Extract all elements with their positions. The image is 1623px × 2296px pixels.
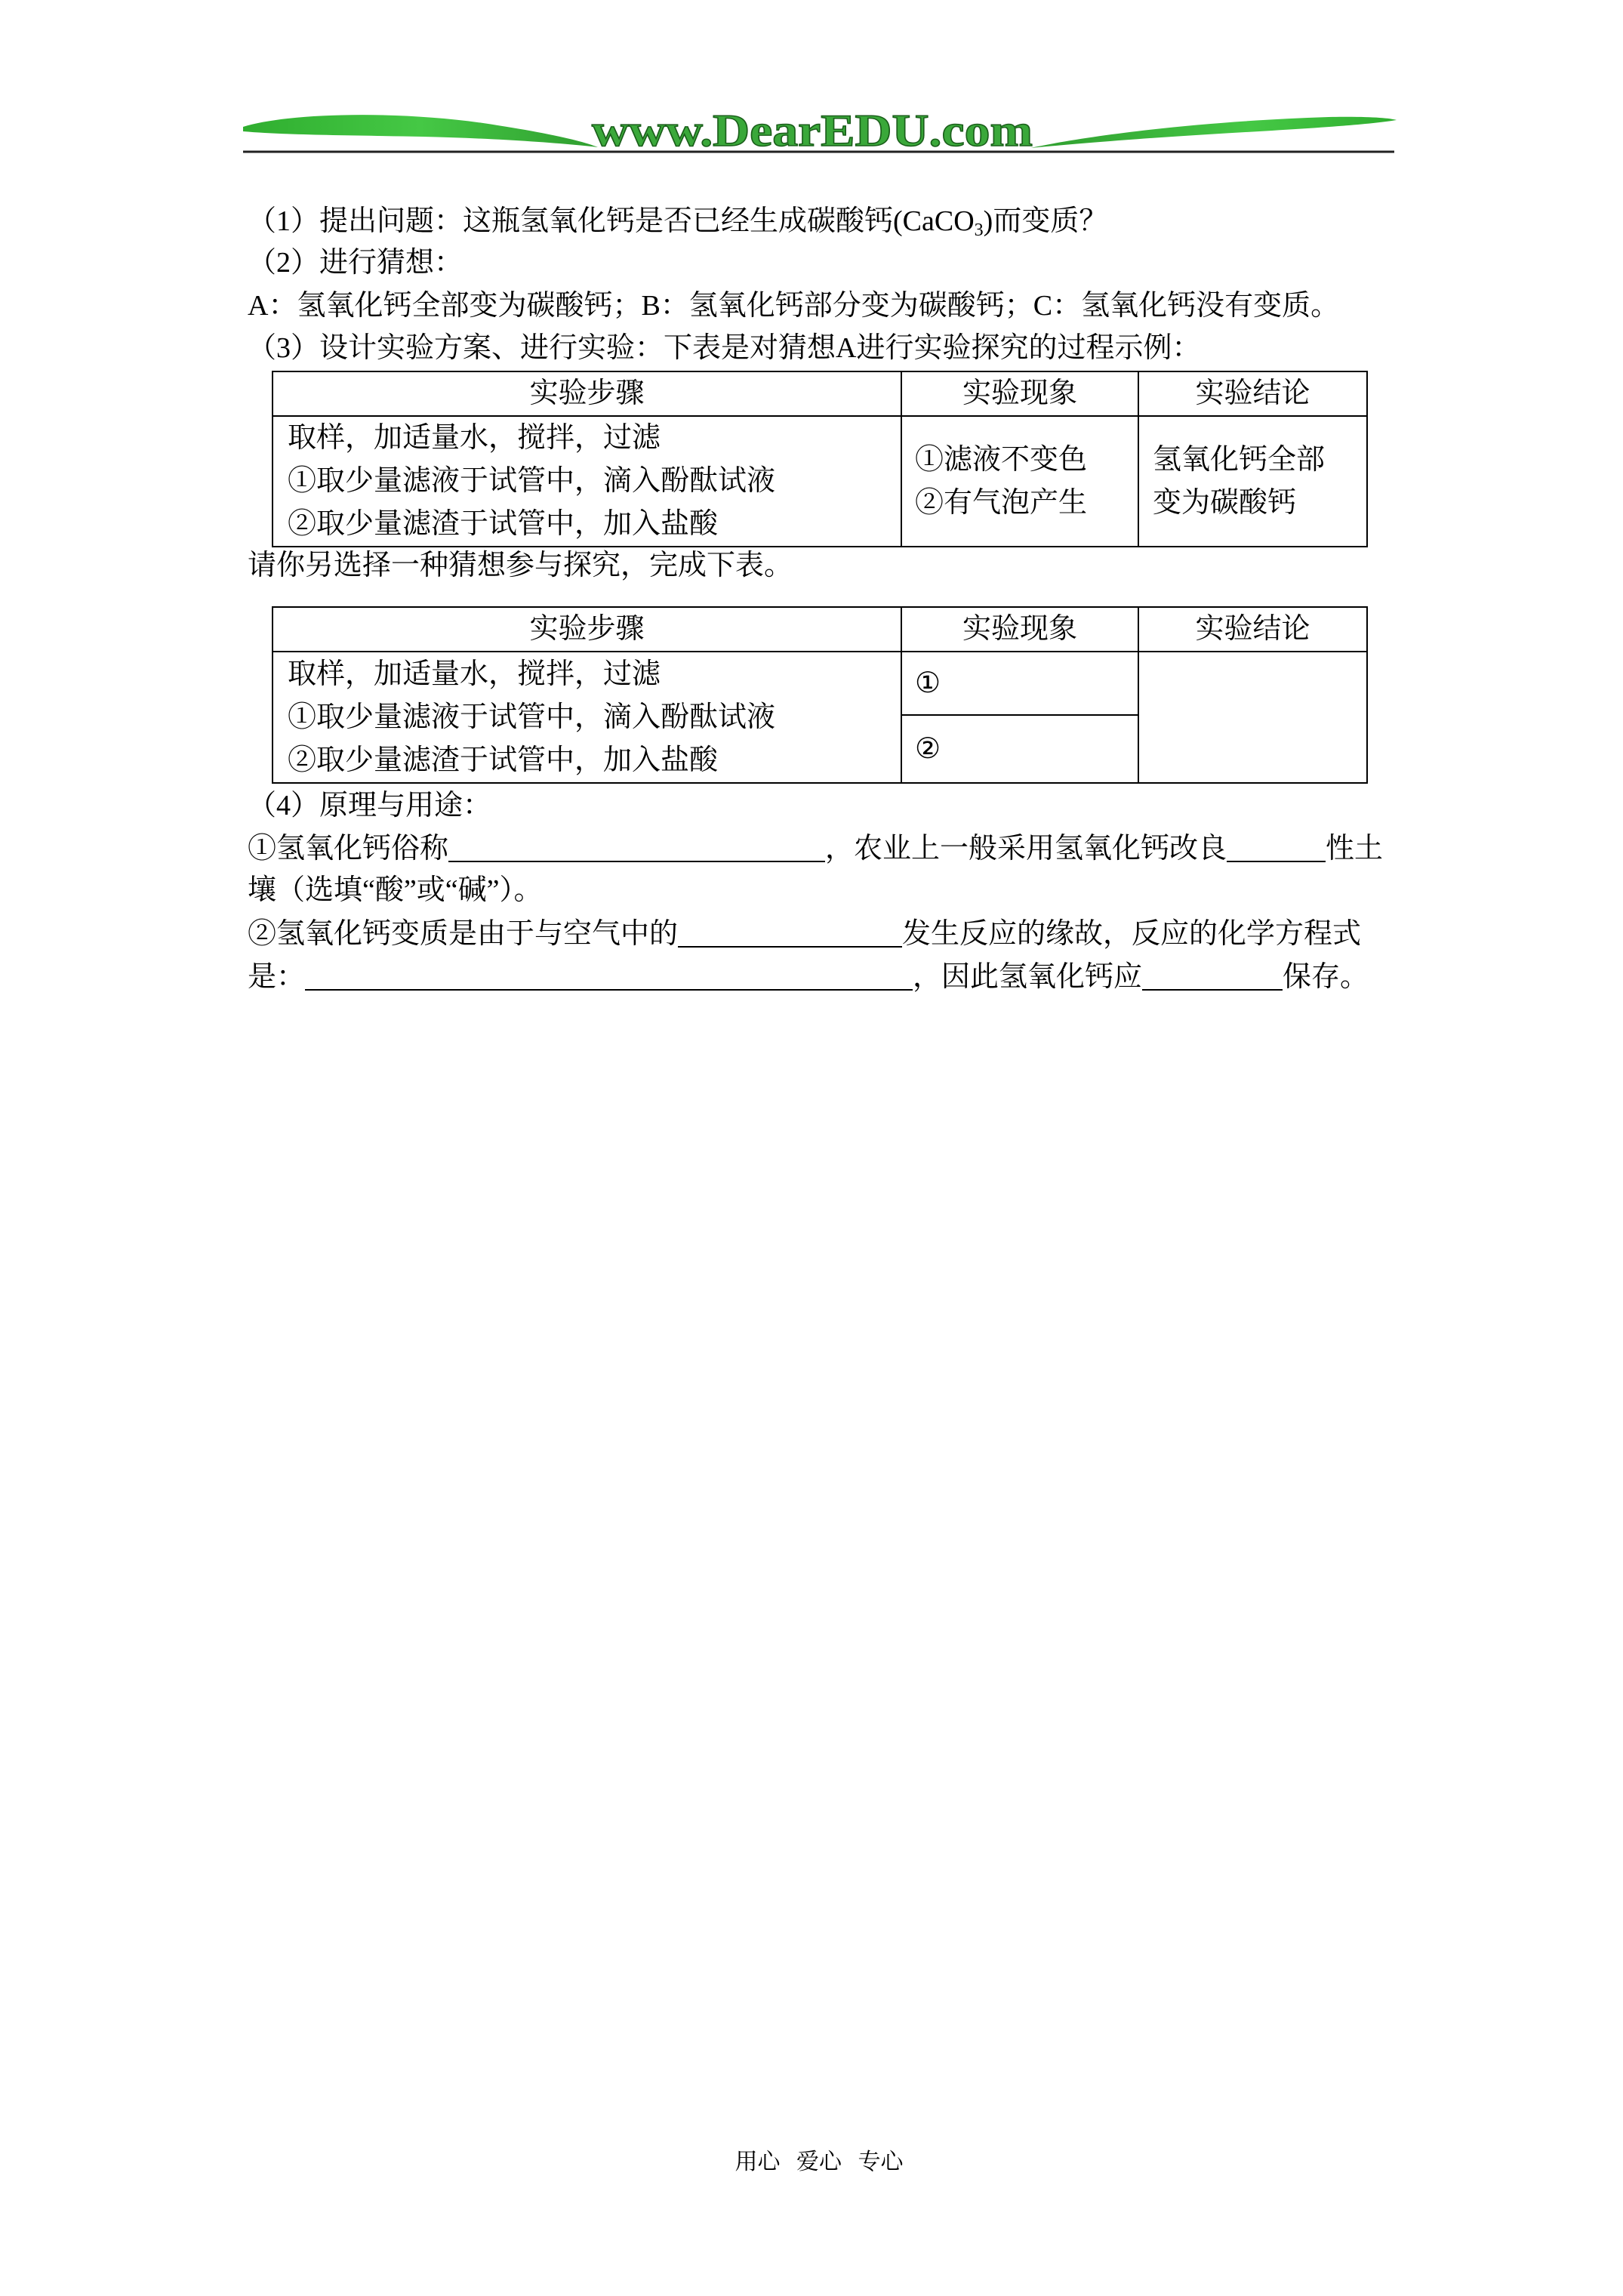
step-line: ②取少量滤渣于试管中，加入盐酸	[288, 744, 719, 776]
conclusion-line: 氢氧化钙全部	[1153, 443, 1326, 476]
line-text: ①氢氧化钙俗称	[248, 833, 449, 864]
question-4-line-1	[248, 827, 1383, 871]
answer-table	[272, 606, 1368, 784]
steps-cell	[273, 416, 901, 547]
step-line: 取样，加适量水，搅拌，过滤	[288, 658, 661, 690]
question-3: （3）设计实验方案、进行实验：下表是对猜想A进行实验探究的过程示例：	[248, 332, 1201, 364]
header-steps: 实验步骤	[273, 371, 901, 416]
table-row	[273, 652, 1367, 715]
question-1-tail: )而变质？	[983, 205, 1108, 237]
step-line: ①取少量滤液于试管中，滴入酚酞试液	[288, 701, 776, 733]
header-phenomena: 实验现象	[901, 371, 1138, 416]
conclusion-cell-empty	[1138, 652, 1367, 783]
instruction-text: 请你另选择一种猜想参与探究，完成下表。	[248, 550, 793, 581]
question-4-line-2: 壤（选填“酸”或“碱”）。	[248, 874, 543, 906]
question-2: （2）进行猜想：	[248, 247, 463, 279]
site-logo-text: www.DearEDU.com	[592, 106, 1033, 156]
header-conclusion: 实验结论	[1138, 607, 1367, 652]
table-header-row	[273, 607, 1367, 652]
answer-blank	[305, 960, 913, 991]
header-phenomena: 实验现象	[901, 607, 1138, 652]
phenomenon-cell-2: ②	[901, 715, 1138, 783]
steps-cell	[273, 652, 901, 783]
line-text: 性土	[1326, 833, 1384, 864]
answer-blank	[1227, 832, 1326, 862]
question-1-text: （1）提出问题：这瓶氢氧化钙是否已经生成碳酸钙(CaCO	[248, 205, 975, 237]
step-line: 取样，加适量水，搅拌，过滤	[288, 422, 661, 454]
question-4-line-3	[248, 913, 1361, 956]
phenomena-cell	[901, 416, 1138, 547]
answer-blank	[678, 917, 902, 948]
line-text: 是：	[248, 961, 306, 993]
line-text: ，农业上一般采用氢氧化钙改良	[825, 833, 1227, 864]
line-text: 发生反应的缘故，反应的化学方程式	[902, 918, 1362, 950]
page-footer: 用心 爱心 专心	[735, 2150, 904, 2174]
step-line: ①取少量滤液于试管中，滴入酚酞试液	[288, 465, 776, 497]
site-logo-banner	[0, 0, 1623, 166]
header-steps: 实验步骤	[273, 607, 901, 652]
table-row	[273, 416, 1367, 547]
phenomenon-line: ②有气泡产生	[915, 486, 1088, 519]
header-conclusion: 实验结论	[1138, 371, 1367, 416]
answer-blank	[448, 832, 825, 862]
left-swoosh-icon	[243, 115, 598, 147]
line-text: ，因此氢氧化钙应	[913, 961, 1143, 993]
line-text: 保存。	[1283, 961, 1369, 993]
phenomenon-cell-1: ①	[901, 652, 1138, 715]
conclusion-cell	[1138, 416, 1367, 547]
table-header-row	[273, 371, 1367, 416]
hypotheses: A：氢氧化钙全部变为碳酸钙；B：氢氧化钙部分变为碳酸钙；C：氢氧化钙没有变质。	[248, 290, 1340, 322]
phenomenon-line: ①滤液不变色	[915, 443, 1088, 476]
question-4-title: （4）原理与用途：	[248, 790, 492, 821]
conclusion-line: 变为碳酸钙	[1153, 486, 1297, 519]
subscript-3: 3	[974, 220, 984, 240]
question-4-line-4	[248, 956, 1369, 999]
line-text: ②氢氧化钙变质是由于与空气中的	[248, 918, 679, 950]
step-line: ②取少量滤渣于试管中，加入盐酸	[288, 508, 719, 540]
right-swoosh-icon	[1030, 117, 1397, 148]
answer-blank	[1142, 960, 1283, 991]
example-table	[272, 371, 1368, 547]
question-1	[248, 200, 1107, 243]
